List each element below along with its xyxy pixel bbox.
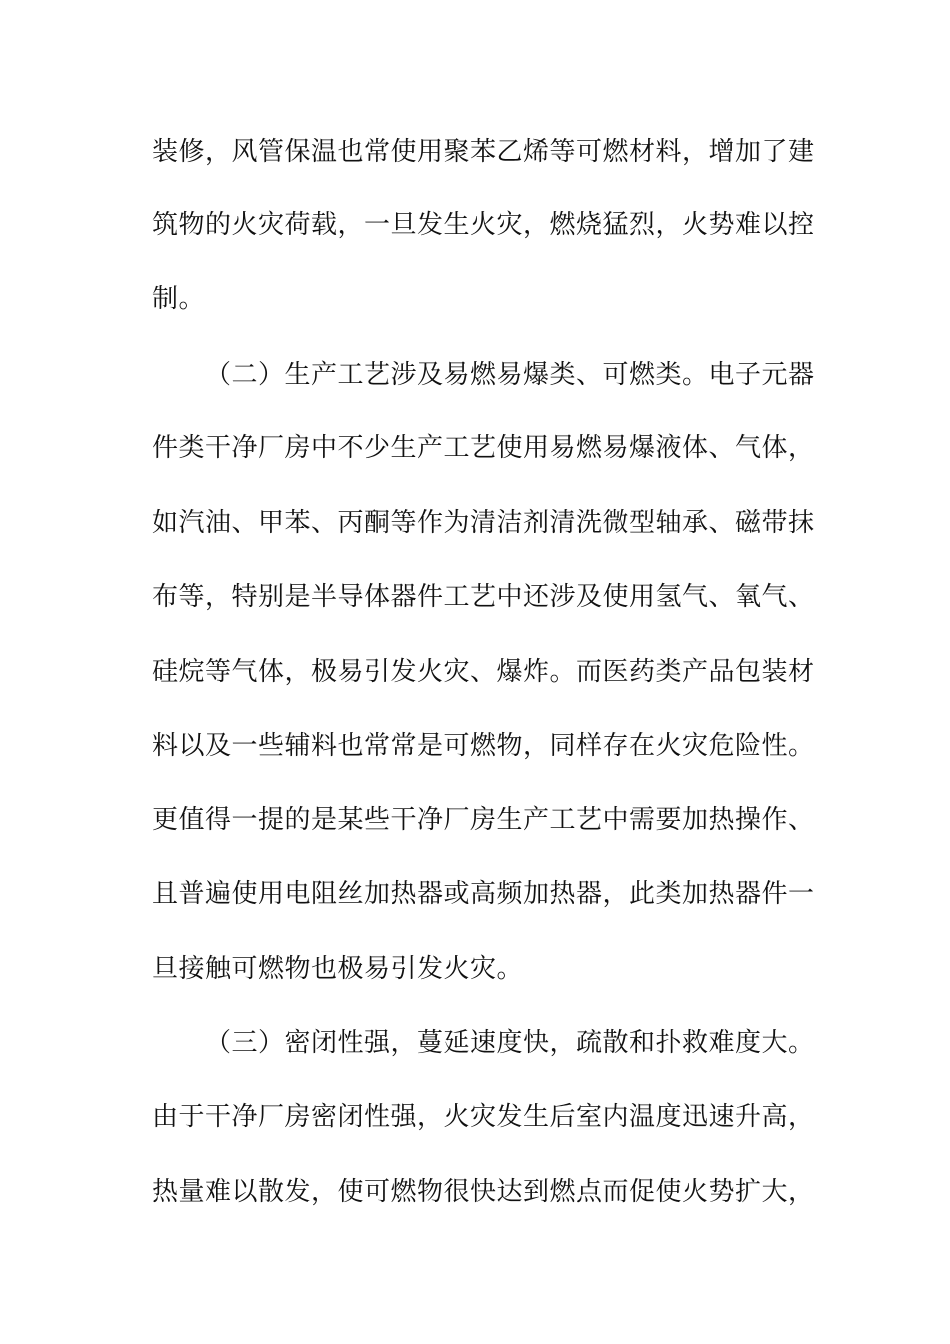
text-line: 件类干净厂房中不少生产工艺使用易燃易爆液体、气体， <box>152 433 815 463</box>
text-line: 料以及一些辅料也常常是可燃物，同样存在火灾危险性。 <box>152 731 815 761</box>
text-line: 旦接触可燃物也极易引发火灾。 <box>152 954 524 984</box>
text-line: 筑物的火灾荷载，一旦发生火灾，燃烧猛烈，火势难以控 <box>152 210 815 240</box>
section-heading-2: （二）生产工艺涉及易燃易爆类、可燃类。电子元器 <box>205 360 815 390</box>
text-line: 布等，特别是半导体器件工艺中还涉及使用氢气、氧气、 <box>152 582 815 612</box>
text-line: 硅烷等气体，极易引发火灾、爆炸。而医药类产品包装材 <box>152 657 815 687</box>
text-line: 由于干净厂房密闭性强，火灾发生后室内温度迅速升高， <box>152 1102 815 1132</box>
text-line: 制。 <box>152 284 206 314</box>
text-line: 更值得一提的是某些干净厂房生产工艺中需要加热操作、 <box>152 805 815 835</box>
text-line: 热量难以散发，使可燃物很快达到燃点而促使火势扩大， <box>152 1177 815 1207</box>
text-line: 如汽油、甲苯、丙酮等作为清洁剂清洗微型轴承、磁带抹 <box>152 508 815 538</box>
text-line: 且普遍使用电阻丝加热器或高频加热器，此类加热器件一 <box>152 879 815 909</box>
section-heading-3: （三）密闭性强，蔓延速度快，疏散和扑救难度大。 <box>205 1028 815 1058</box>
text-line: 装修，风管保温也常使用聚苯乙烯等可燃材料，增加了建 <box>152 137 815 167</box>
